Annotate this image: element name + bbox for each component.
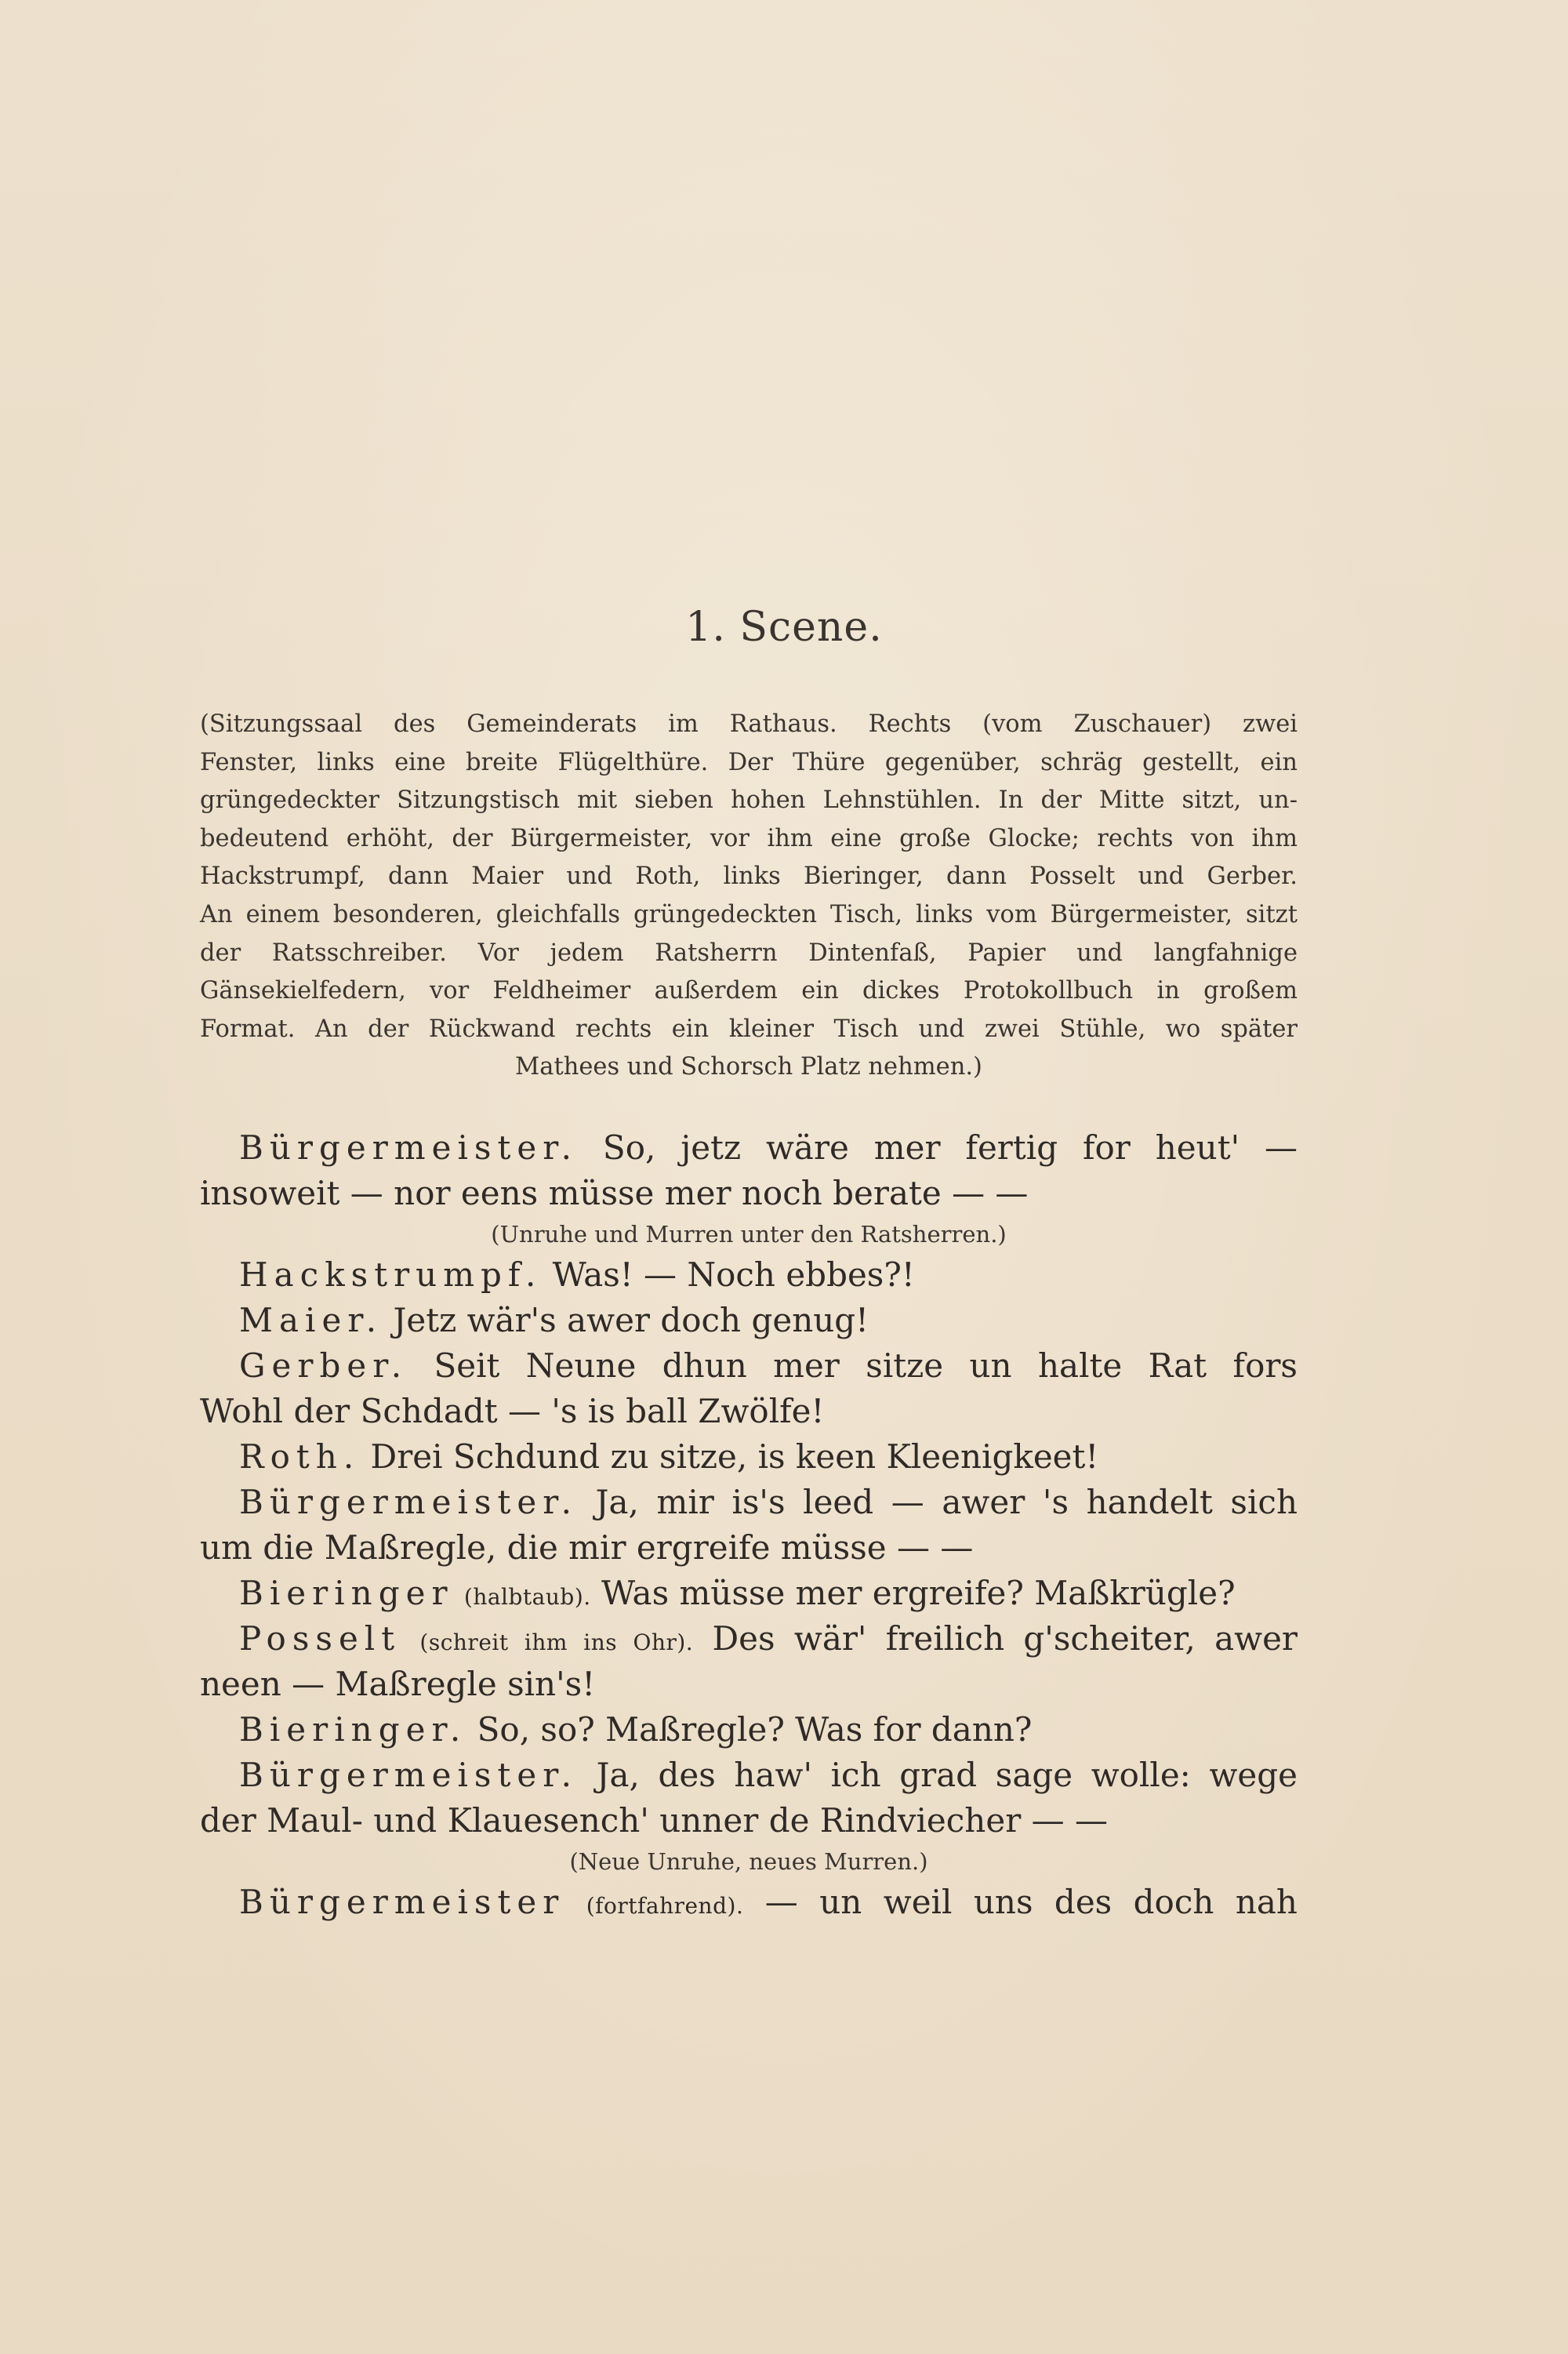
spoken-text: Ja, des haw' ich grad sage wolle: wege [596,1756,1298,1794]
spoken-text: Was! — Noch ebbes?! [552,1255,915,1294]
speaker-name: Bieringer. [239,1710,467,1749]
spoken-text: um die Maßregle, die mir ergreife müsse — — [200,1528,974,1567]
dialogue-line [200,1525,1298,1571]
dialogue-line [200,1298,1298,1343]
speaker-name: Bürgermeister [239,1883,565,1921]
stage-direction-line: (Sitzungssaal des Gemeinderats im Rathaus. Rechts (vom Zuschauer) zwei [200,710,1298,738]
dialogue-line [200,1389,1298,1434]
dialogue-line [200,1252,1298,1298]
stage-direction-line: Format. An der Rückwand rechts ein kleiner Tisch und zwei Stühle, wo später [200,1015,1298,1043]
scene-heading: 1. Scene. [685,604,883,651]
spoken-text: Seit Neune dhun mer sitze un halte Rat fors [434,1346,1298,1385]
stage-direction-line: grüngedeckter Sitzungstisch mit sieben hohen Lehnstühlen. In der Mitte sitzt, un- [200,786,1298,815]
spoken-text: Ja, mir is's leed — awer 's handelt sich [595,1483,1298,1521]
stage-direction-line: An einem besonderen, gleichfalls grüngedeckten Tisch, links vom Bürgermeister, sitzt [200,900,1298,928]
spoken-text: Drei Schdund zu sitze, is keen Kleenigkeet! [370,1437,1099,1476]
spoken-text: Des wär' freilich g'scheiter, awer [712,1619,1298,1658]
dialogue-line [200,1753,1298,1798]
stage-direction-line: der Ratsschreiber. Vor jedem Ratsherrn Dintenfaß, Papier und langfahnige [200,939,1298,967]
spoken-text: So, jetz wäre mer fertig for heut' — [602,1128,1298,1167]
spoken-text: neen — Maßregle sin's! [200,1665,596,1703]
speaker-name: Posselt [239,1619,401,1658]
stage-direction-line: Fenster, links eine breite Flügelthüre. Der Thüre gegenüber, schräg gestellt, ein [200,748,1298,776]
dialogue-line [200,1125,1298,1171]
speaker-direction: (halbtaub). [463,1584,591,1610]
spoken-text: — un weil uns des doch nah [764,1883,1298,1921]
speaker-name: Bieringer [239,1574,454,1612]
spoken-text: So, so? Maßregle? Was for dann? [477,1710,1033,1749]
dialogue-line [200,1798,1298,1844]
stage-direction-line: Gänsekielfedern, vor Feldheimer außerdem ein dickes Protokollbuch in großem [200,977,1298,1005]
stage-direction-line: Hackstrumpf, dann Maier und Roth, links Bieringer, dann Posselt und Gerber. [200,863,1298,891]
speaker-direction: (fortfahrend). [586,1893,744,1919]
spoken-text: insoweit — nor eens müsse mer noch berate — — [200,1174,1029,1212]
dialogue-line [200,1343,1298,1389]
dialogue-line [200,1616,1298,1662]
spoken-text: Was müsse mer ergreife? Maßkrügle? [601,1574,1236,1612]
speaker-name: Roth. [239,1437,361,1476]
stage-note: (Unruhe und Murren unter den Ratsherren.) [491,1221,1007,1248]
dialogue-line [200,1480,1298,1525]
dialogue-line [200,1571,1298,1616]
speaker-name: Bürgermeister. [239,1128,579,1167]
dialogue-line [200,1880,1298,1925]
spoken-text: Wohl der Schdadt — 's is ball Zwölfe! [200,1392,825,1430]
dialogue-line [200,1434,1298,1480]
dialogue-line [200,1662,1298,1707]
stage-direction-line: bedeutend erhöht, der Bürgermeister, vor ihm eine große Glocke; rechts von ihm [200,824,1298,852]
spoken-text: Jetz wär's awer doch genug! [393,1301,869,1339]
speaker-name: Maier. [239,1301,383,1339]
speaker-name: Bürgermeister. [239,1756,579,1794]
dialogue-line [200,1171,1298,1216]
speaker-name: Bürgermeister. [239,1483,579,1521]
stage-direction [200,706,1298,1087]
stage-note: (Neue Unruhe, neues Murren.) [569,1848,928,1875]
speaker-name: Gerber. [239,1346,408,1385]
stage-direction-line: Mathees und Schorsch Platz nehmen.) [515,1053,982,1081]
spoken-text: der Maul- und Klauesench' unner de Rindviecher — — [200,1801,1108,1840]
dialogue [200,1125,1298,1925]
speaker-direction: (schreit ihm ins Ohr). [419,1629,694,1655]
speaker-name: Hackstrumpf. [239,1255,543,1294]
dialogue-line [200,1707,1298,1753]
